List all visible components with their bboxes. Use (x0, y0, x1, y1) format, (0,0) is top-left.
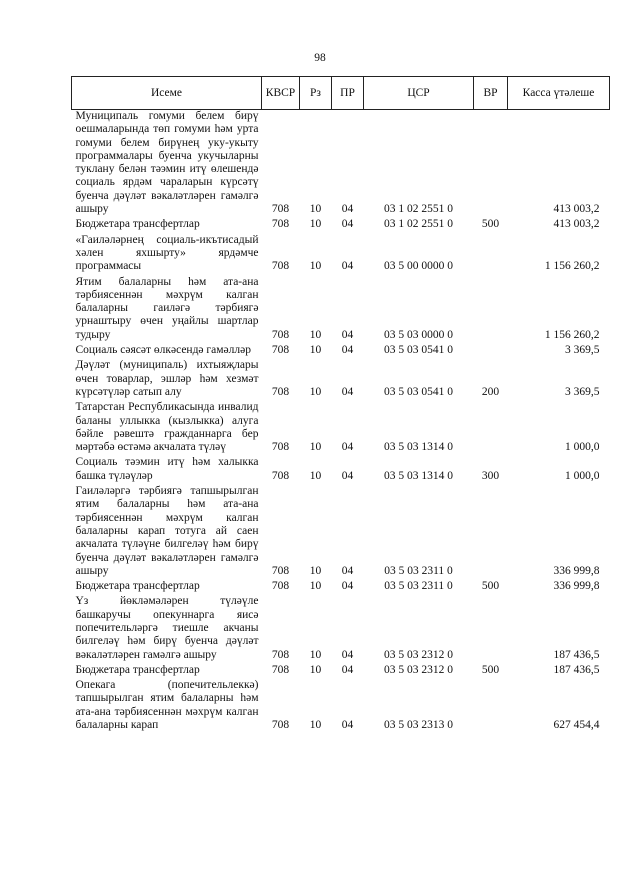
cell-rz: 10 (309, 344, 322, 357)
cell-pr: 04 (341, 648, 354, 661)
cell-sum: 187 436,5 (553, 663, 600, 676)
header-vr: ВР (474, 77, 508, 110)
cell-csr: 03 5 03 2311 0 (384, 580, 453, 593)
cell-kvsr: 708 (271, 203, 290, 216)
cell-kvsr: 708 (271, 719, 290, 732)
cell-vr (474, 485, 508, 580)
cell-vr (474, 679, 508, 734)
table-row (72, 580, 610, 595)
header-sum: Касса үтәлеше (508, 77, 610, 110)
cell-name: Татарстан Республикасында инвалид баланы уллыкка (кызлыкка) алуга бәйле рәвештә гражданнарга бер мәртәбә өстәмә акчалата түләү (75, 401, 259, 454)
cell-rz: 10 (309, 328, 322, 341)
cell-name: Дәүләт (муниципаль) ихтыяҗлары өчен товарлар, эшләр һәм хезмәт күрсәтүләр сатып алу (75, 359, 259, 398)
cell-kvsr: 708 (271, 385, 290, 398)
cell-vr (474, 401, 508, 456)
cell-pr: 04 (341, 719, 354, 732)
cell-name: «Гаиләләрнең социаль-икътисадый хәлен яхшырту» ярдәмче программасы (75, 233, 259, 273)
cell-pr: 04 (341, 441, 354, 454)
cell-sum: 336 999,8 (553, 564, 600, 577)
cell-name: Муниципаль гомуми белем бирү оешмаларында төп гомуми һәм урта гомуми белем бирүнең уку-укыту программалары буенча укучыларны туклану белән тәэмин итү өлешендә социаль ярдәм чараларын күрсәтү буенча дәүләт вәкаләтләрен гамәлгә ашыру (75, 110, 259, 216)
cell-name: Үз йөкләмәләрен түләүле башкаручы опекуннарга яисә попечительләргә тиешле акчаны билгеләү һәм бирү буенча дәүләт вәкаләтләрен гамәлгә ашыру (75, 595, 259, 661)
cell-rz: 10 (309, 441, 322, 454)
table-body (72, 110, 610, 735)
cell-kvsr: 708 (271, 564, 290, 577)
cell-name: Бюджетара трансфертлар (75, 218, 200, 231)
cell-sum: 3 369,5 (565, 344, 600, 357)
cell-name: Гаиләләргә тәрбиягә тапшырылган ятим балаларны һәм ата-ана тәрбиясеннән мәхрүм калган балаларны карап тотуга ай саен акчалата түләүне билгеләү һәм бирү буенча дәүләт вәкаләтләрен гамәлгә ашыру (75, 485, 259, 577)
cell-rz: 10 (309, 203, 322, 216)
cell-rz: 10 (309, 564, 322, 577)
cell-name: Бюджетара трансфертлар (75, 580, 200, 593)
cell-vr: 500 (481, 580, 500, 593)
cell-vr: 500 (481, 663, 500, 676)
cell-sum: 1 156 260,2 (544, 328, 600, 341)
header-pr: ПР (332, 77, 364, 110)
cell-rz: 10 (309, 469, 322, 482)
cell-pr: 04 (341, 260, 354, 273)
table-row (72, 485, 610, 580)
cell-pr: 04 (341, 564, 354, 577)
cell-csr: 03 5 03 0541 0 (384, 385, 453, 398)
cell-csr: 03 5 03 2312 0 (384, 663, 453, 676)
cell-kvsr: 708 (271, 663, 290, 676)
cell-rz: 10 (309, 719, 322, 732)
cell-pr: 04 (341, 203, 354, 216)
table-row (72, 679, 610, 734)
budget-table (71, 76, 610, 734)
cell-sum: 1 000,0 (565, 441, 600, 454)
cell-vr: 200 (481, 385, 500, 398)
cell-csr: 03 5 03 1314 0 (384, 441, 453, 454)
cell-csr: 03 5 03 2311 0 (384, 564, 453, 577)
cell-name: Социаль тәэмин итү һәм халыкка башка түләүләр (75, 456, 259, 482)
cell-kvsr: 708 (271, 260, 290, 273)
cell-vr (474, 276, 508, 344)
cell-sum: 413 003,2 (553, 203, 600, 216)
cell-name: Бюджетара трансфертлар (75, 663, 200, 676)
cell-kvsr: 708 (271, 328, 290, 341)
cell-name: Опекага (попечительлеккә) тапшырылган ятим балаларны һәм ата-ана тәрбиясеннән мәхрүм калган балаларны карап (75, 679, 259, 732)
cell-pr: 04 (341, 328, 354, 341)
cell-kvsr: 708 (271, 218, 290, 231)
table-row (72, 234, 610, 276)
cell-vr (474, 344, 508, 359)
cell-vr (474, 234, 508, 276)
cell-pr: 04 (341, 385, 354, 398)
header-csr: ЦСР (364, 77, 474, 110)
cell-vr (474, 595, 508, 663)
cell-csr: 03 5 00 0000 0 (384, 260, 453, 273)
cell-csr: 03 1 02 2551 0 (384, 203, 453, 216)
cell-name: Социаль сәясәт өлкәсендә гамәлләр (75, 344, 251, 357)
table-row (72, 595, 610, 663)
cell-csr: 03 5 03 0541 0 (384, 344, 453, 357)
table-row (72, 110, 610, 219)
cell-sum: 187 436,5 (553, 648, 600, 661)
cell-kvsr: 708 (271, 648, 290, 661)
cell-sum: 413 003,2 (553, 218, 600, 231)
table-header-row (72, 77, 610, 110)
cell-sum: 336 999,8 (553, 580, 600, 593)
cell-kvsr: 708 (271, 441, 290, 454)
cell-sum: 1 000,0 (565, 469, 600, 482)
table-row (72, 276, 610, 344)
cell-vr: 300 (481, 469, 500, 482)
cell-kvsr: 708 (271, 469, 290, 482)
cell-pr: 04 (341, 580, 354, 593)
table-row (72, 456, 610, 485)
table-row (72, 359, 610, 401)
cell-vr (474, 110, 508, 219)
cell-pr: 04 (341, 663, 354, 676)
cell-csr: 03 5 03 2312 0 (384, 648, 453, 661)
table-row (72, 401, 610, 456)
cell-rz: 10 (309, 663, 322, 676)
cell-rz: 10 (309, 648, 322, 661)
header-rz: Рз (300, 77, 332, 110)
cell-rz: 10 (309, 385, 322, 398)
header-kvsr: КВСР (262, 77, 300, 110)
cell-rz: 10 (309, 580, 322, 593)
cell-kvsr: 708 (271, 344, 290, 357)
cell-csr: 03 5 03 0000 0 (384, 328, 453, 341)
cell-pr: 04 (341, 469, 354, 482)
cell-sum: 3 369,5 (565, 385, 600, 398)
cell-csr: 03 5 03 1314 0 (384, 469, 453, 482)
page-number: 98 (314, 52, 326, 64)
cell-kvsr: 708 (271, 580, 290, 593)
cell-sum: 1 156 260,2 (544, 260, 600, 273)
cell-rz: 10 (309, 260, 322, 273)
cell-pr: 04 (341, 344, 354, 357)
cell-pr: 04 (341, 218, 354, 231)
cell-rz: 10 (309, 218, 322, 231)
cell-csr: 03 1 02 2551 0 (384, 218, 453, 231)
cell-csr: 03 5 03 2313 0 (384, 719, 453, 732)
cell-name: Ятим балаларны һәм ата-ана тәрбиясеннән мәхрүм калган балаларны гаиләгә тәрбиягә урнаштыру өчен уңайлы шартлар тудыру (75, 275, 259, 341)
table-row (72, 664, 610, 679)
cell-vr: 500 (481, 218, 500, 231)
cell-sum: 627 454,4 (553, 719, 600, 732)
table-row (72, 218, 610, 233)
table-row (72, 344, 610, 359)
header-name: Исеме (72, 77, 262, 110)
